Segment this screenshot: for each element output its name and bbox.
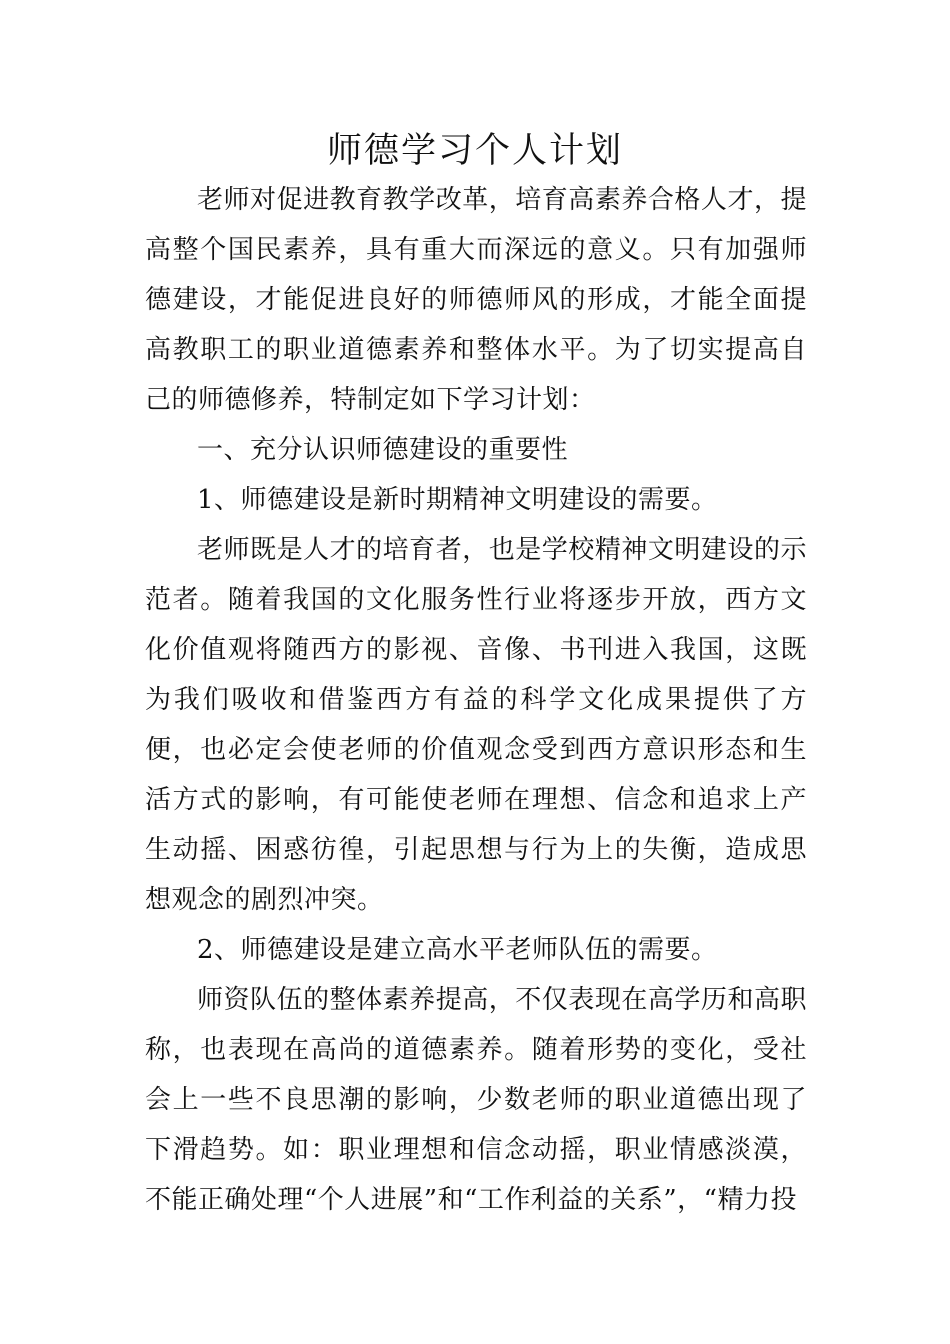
subheading-2: 2、师德建设是建立高水平老师队伍的需要。 <box>197 935 718 965</box>
subheading-1: 1、师德建设是新时期精神文明建设的需要。 <box>197 485 718 515</box>
document-title: 师德学习个人计划 <box>326 131 623 171</box>
document-body <box>145 175 807 1225</box>
section-heading-1: 一、充分认识师德建设的重要性 <box>197 435 569 465</box>
paragraph-intro: 老师对促进教育教学改革，培育高素养合格人才，提高整个国民素养，具有重大而深远的意义。只有加强师德建设，才能促进良好的师德师风的形成，才能全面提高教职工的职业道德素养和整体水平。为了切实提高自己的师德修养，特制定如下学习计划： <box>145 185 807 415</box>
paragraph-1: 老师既是人才的培育者，也是学校精神文明建设的示范者。随着我国的文化服务性行业将逐步开放，西方文化价值观将随西方的影视、音像、书刊进入我国，这既为我们吸收和借鉴西方有益的科学文化成果提供了方便，也必定会使老师的价值观念受到西方意识形态和生活方式的影响，有可能使老师在理想、信念和追求上产生动摇、困惑彷徨，引起思想与行为上的失衡，造成思想观念的剧烈冲突。 <box>145 535 807 915</box>
paragraph-2: 师资队伍的整体素养提高，不仅表现在高学历和高职称，也表现在高尚的道德素养。随着形势的变化，受社会上一些不良思潮的影响，少数老师的职业道德出现了下滑趋势。如：职业理想和信念动摇，职业情感淡漠，不能正确处理“个人进展”和“工作利益的关系”，“精力投 <box>145 985 807 1215</box>
